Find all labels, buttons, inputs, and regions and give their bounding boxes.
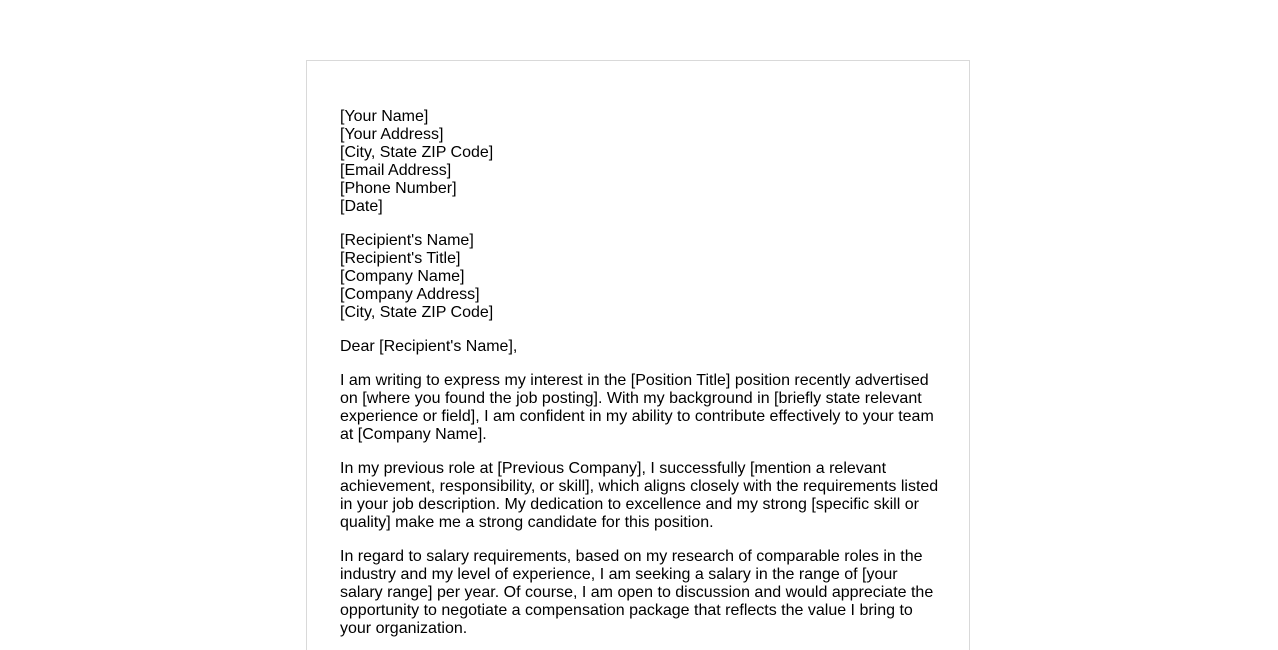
recipient-title: [Recipient's Title] bbox=[340, 250, 461, 267]
paragraph-intro: I am writing to express my interest in the [Position Title] position recently advertised on [where you found the job posting]. With my background in [briefly state relevant experience or field], I am confident in my ability to contribute effectively to your team at [Company Name]. bbox=[340, 372, 934, 443]
paragraph-experience: In my previous role at [Previous Company], I successfully [mention a relevant achievement, responsibility, or skill], which aligns closely with the requirements listed in your job description. My dedication to excellence and my strong [specific skill or quality] make me a strong candidate for this position. bbox=[340, 460, 939, 531]
salutation: Dear [Recipient's Name], bbox=[340, 338, 518, 355]
sender-phone: [Phone Number] bbox=[340, 180, 457, 197]
recipient-block bbox=[340, 232, 944, 322]
recipient-city-state-zip: [City, State ZIP Code] bbox=[340, 304, 494, 321]
sender-email: [Email Address] bbox=[340, 162, 452, 179]
document-page bbox=[306, 60, 970, 650]
sender-city-state-zip: [City, State ZIP Code] bbox=[340, 144, 494, 161]
sender-block bbox=[340, 108, 944, 216]
recipient-name: [Recipient's Name] bbox=[340, 232, 474, 249]
sender-name: [Your Name] bbox=[340, 108, 429, 125]
recipient-company: [Company Name] bbox=[340, 268, 465, 285]
letter-date: [Date] bbox=[340, 198, 383, 215]
sender-address: [Your Address] bbox=[340, 126, 444, 143]
paragraph-salary: In regard to salary requirements, based on my research of comparable roles in the industry and my level of experience, I am seeking a salary in the range of [your salary range] per year. Of course, I am open to discussion and would appreciate the opportunity to negotiate a compensation package that reflects the value I bring to your organization. bbox=[340, 548, 934, 637]
recipient-company-address: [Company Address] bbox=[340, 286, 480, 303]
letter-body bbox=[340, 108, 944, 650]
